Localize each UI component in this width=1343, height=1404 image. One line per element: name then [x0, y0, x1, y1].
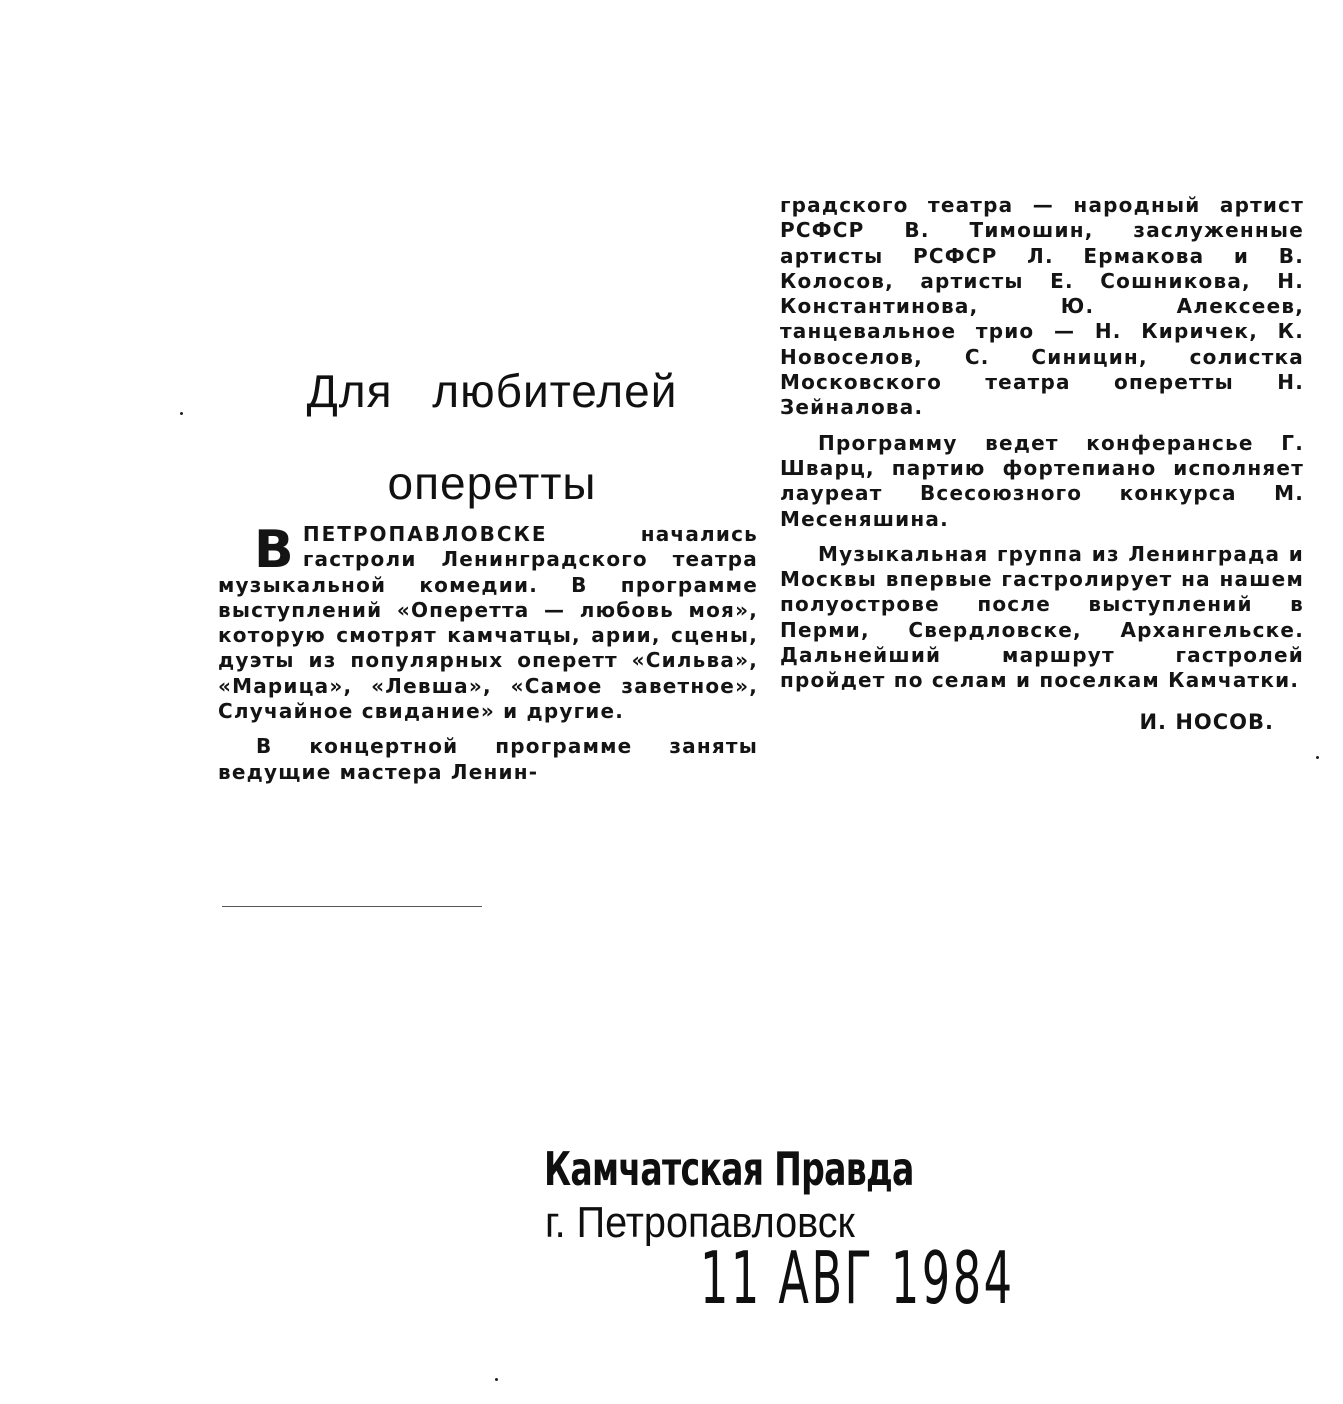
- column-rule: [222, 906, 482, 907]
- paragraph-concert-continued: градского театра — народный артист РСФСР В. Тимошин, заслуженные артисты РСФСР Л. Ермакова и В. Колосов, артисты Е. Сошникова, Н. Константинова, Ю. Алексеев, танцевальное трио — Н. Киричек, К. Новоселов, С. Синицин, солистка Московского театра оперетты Н. Зейналова.: [780, 193, 1304, 420]
- headline-line-1: Для любителей: [306, 365, 678, 417]
- article-column-left: [218, 522, 758, 785]
- scan-speck: [180, 412, 183, 415]
- paragraph-lead-text: начались гастроли Ленинградского театра музыкальной комедии. В программе выступлений «Оперетта — любовь моя», которую смотрят камчатцы, арии, сцены, дуэты из популярных оперетт «Сильва», «Марица», «Левша», «Самое заветное», Случайное свидание» и другие.: [218, 522, 758, 724]
- author-signature: И. НОСОВ.: [1139, 709, 1274, 734]
- stamp-publication: Камчатская Правда: [544, 1142, 914, 1196]
- paragraph-program-host: Программу ведет конферансье Г. Шварц, партию фортепиано исполняет лауреат Всесоюзного конкурса М. Месеняшина.: [780, 430, 1304, 531]
- drop-cap: В: [254, 520, 295, 580]
- paragraph-tour-route: Музыкальная группа из Ленинграда и Москвы впервые гастролирует на нашем полуострове после выступлений в Перми, Свердловске, Архангельске. Дальнейший маршрут гастролей пройдет по селам и поселкам Камчатки.: [780, 541, 1304, 693]
- scan-speck: [495, 1378, 498, 1381]
- headline-line-2: оперетты: [387, 457, 597, 509]
- scan-speck: [1316, 756, 1319, 759]
- paragraph-lead: [218, 522, 758, 724]
- article-column-right: [780, 193, 1304, 735]
- stamp-date: 11 АВГ 1984: [700, 1236, 1015, 1320]
- lead-caps: ПЕТРОПАВЛОВСКЕ: [302, 522, 548, 546]
- stamp-city: г. Петропавловск: [545, 1198, 855, 1247]
- paragraph-concert-start: В концертной программе заняты ведущие мастера Ленин-: [218, 734, 758, 784]
